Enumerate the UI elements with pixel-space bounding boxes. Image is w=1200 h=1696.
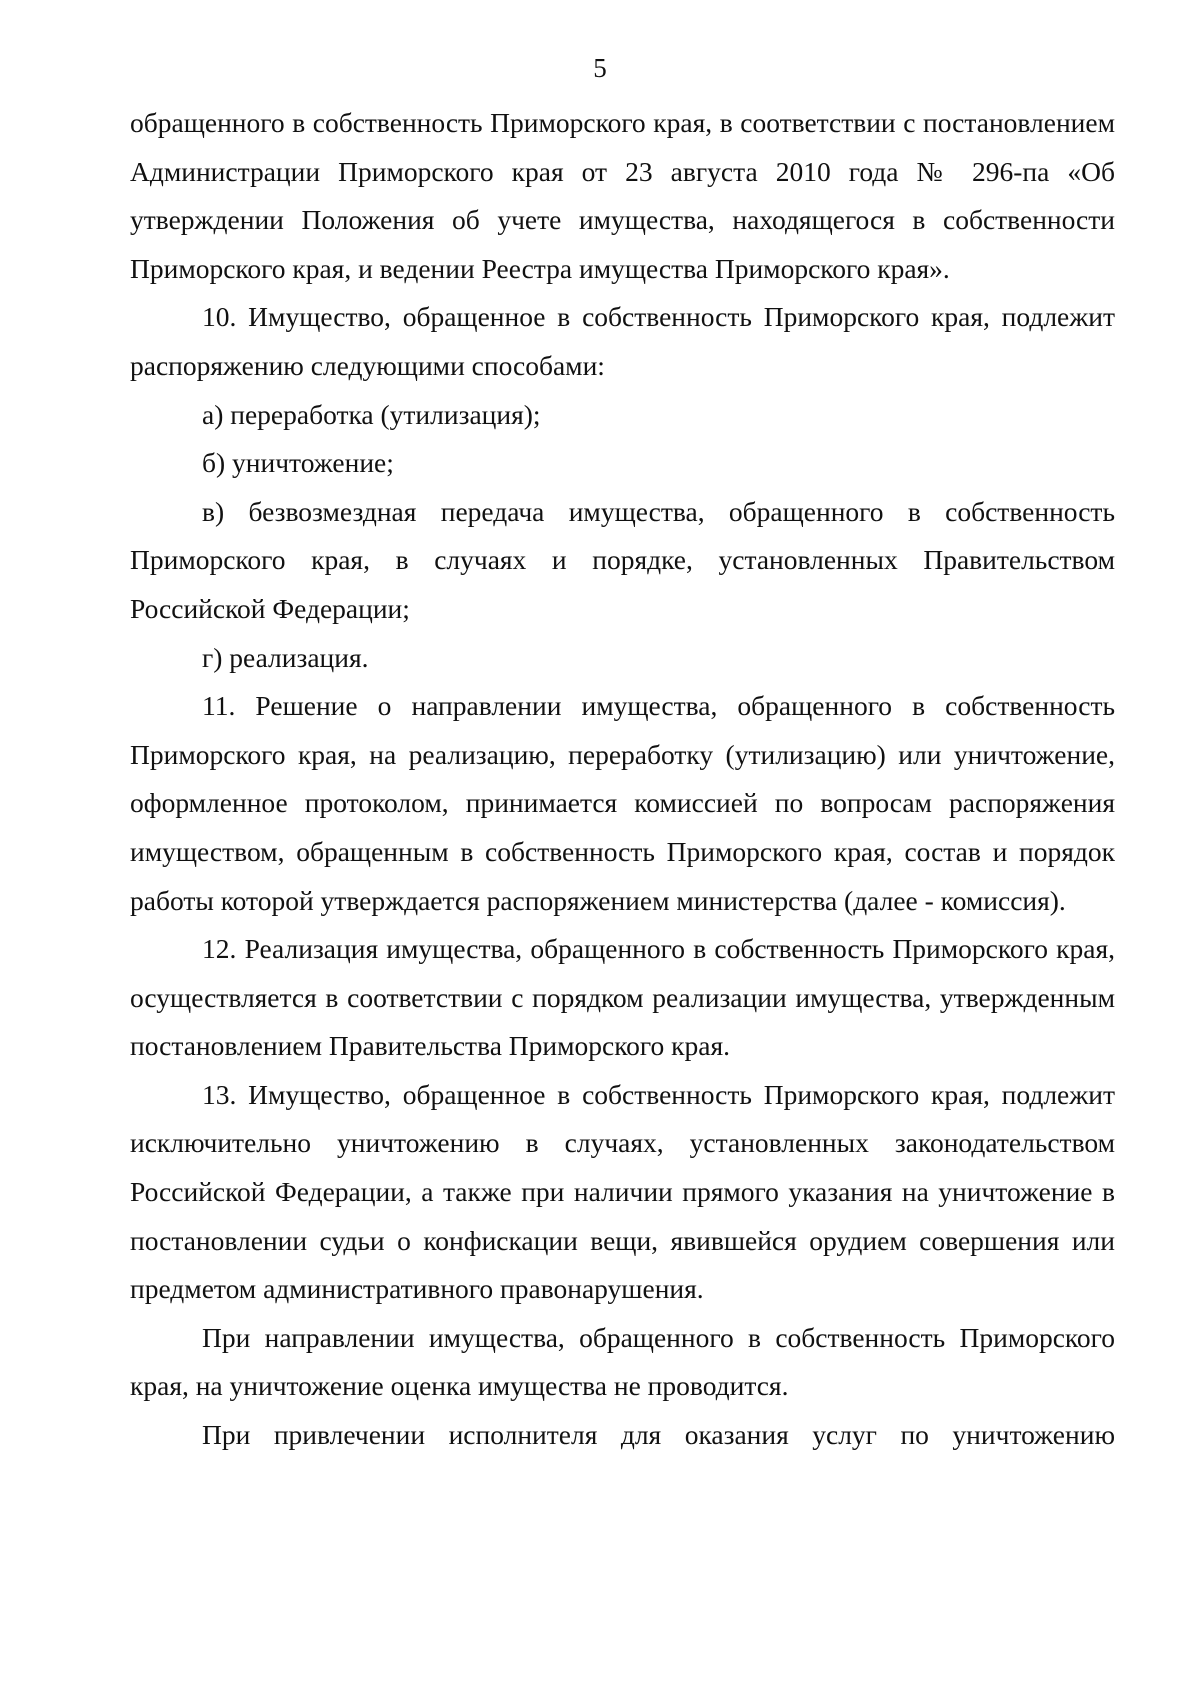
list-item-v: в) безвозмездная передача имущества, обращенного в собственность Приморского края, в случаях и порядке, установленных Правительством Российской Федерации; <box>130 495 1115 624</box>
paragraph-appraisal: При направлении имущества, обращенного в собственность Приморского края, на уничтожение оценка имущества не проводится. <box>130 1321 1115 1402</box>
list-item-g: г) реализация. <box>202 641 369 673</box>
paragraph-continuation: обращенного в собственность Приморского края, в соответствии с постановлением Администрации Приморского края от 23 августа 2010 года № 296-па «Об утверждении Положения об учете имущества, находящегося в собственности Приморского края, и ведении Реестра имущества Приморского края». <box>130 107 1115 284</box>
list-item-a: а) переработка (утилизация); <box>202 398 541 430</box>
paragraph-item-13: 13. Имущество, обращенное в собственность Приморского края, подлежит исключительно уничтожению в случаях, установленных законодательством Российской Федерации, а также при наличии прямого указания на уничтожение в постановлении судьи о конфискации вещи, явившейся орудием совершения или предметом административного правонарушения. <box>130 1078 1115 1305</box>
paragraph-item-12: 12. Реализация имущества, обращенного в собственность Приморского края, осуществляется в соответствии с порядком реализации имущества, утвержденным постановлением Правительства Приморского края. <box>130 933 1115 1062</box>
page-number: 5 <box>593 53 607 83</box>
paragraph-contractor: При привлечении исполнителя для оказания услуг по уничтожению <box>202 1419 1115 1451</box>
document-body <box>130 99 1115 1460</box>
paragraph-item-10: 10. Имущество, обращенное в собственность Приморского края, подлежит распоряжению следующими способами: <box>130 301 1115 381</box>
list-item-b: б) уничтожение; <box>202 447 394 479</box>
paragraph-item-11: 11. Решение о направлении имущества, обращенного в собственность Приморского края, на реализацию, переработку (утилизацию) или уничтожение, оформленное протоколом, принимается комиссией по вопросам распоряжения имуществом, обращенным в собственность Приморского края, состав и порядок работы которой утверждается распоряжением министерства (далее - комиссия). <box>130 690 1115 916</box>
